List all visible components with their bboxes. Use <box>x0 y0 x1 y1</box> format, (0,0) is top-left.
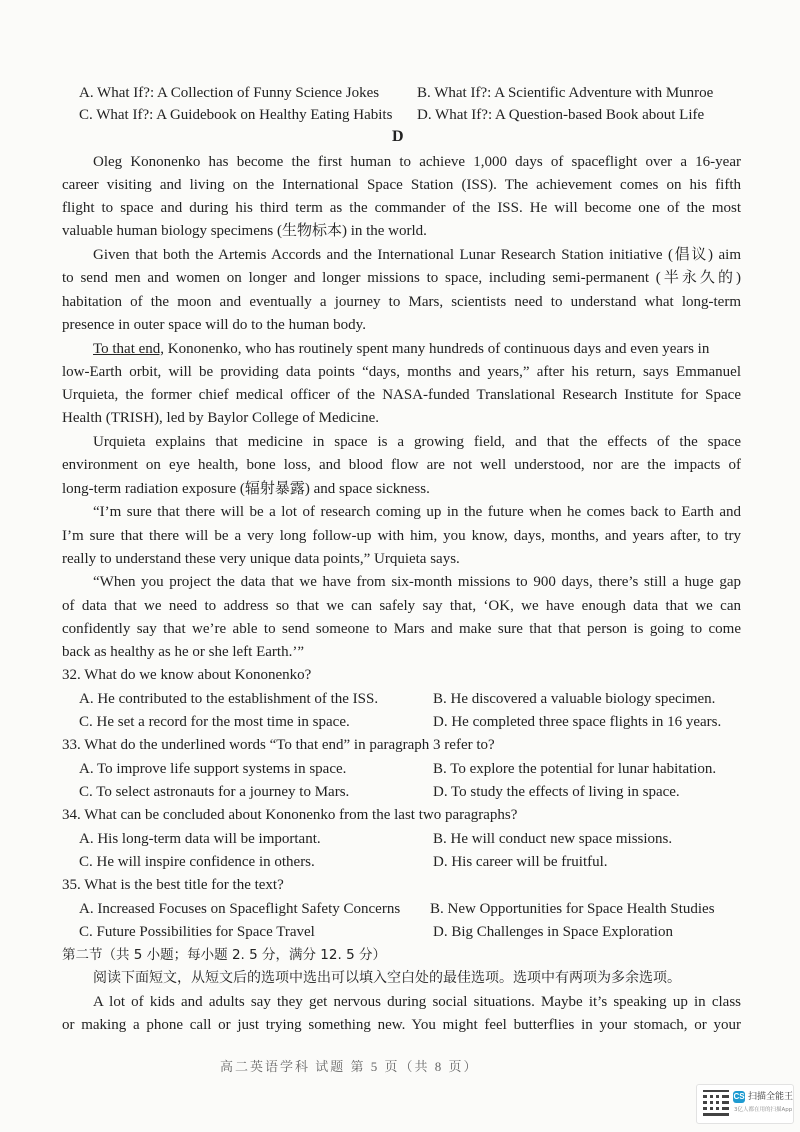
question-34-option-d[interactable]: D. His career will be fruitful. <box>433 854 608 870</box>
section-label: D <box>392 128 404 145</box>
p3-line-2: low-Earth orbit, will be providing data points “days, months and years,” after his return, says Emmanuel <box>62 364 741 380</box>
p1-line-1: Oleg Kononenko has become the first human to achieve 1,000 days of spaceflight over a 16-year <box>93 154 741 170</box>
prev-option-c: C. What If?: A Guidebook on Healthy Eating Habits <box>79 107 393 123</box>
p1-line-3: flight to space and during his third term as the commander of the ISS. He will become one of the most <box>62 200 741 216</box>
watermark-subtitle: 3亿人都在用的扫描App <box>734 1107 793 1113</box>
prev-option-d: D. What If?: A Question-based Book about Life <box>417 107 705 123</box>
section2-instructions: 阅读下面短文，从短文后的选项中选出可以填入空白处的最佳选项。选项中有两项为多余选项。 <box>93 970 681 986</box>
page-footer: 高二英语学科 试题 第 5 页（共 8 页） <box>220 1059 479 1074</box>
question-35-option-a[interactable]: A. Increased Focuses on Spaceflight Safety Concerns <box>79 901 401 917</box>
p6-line-2: of data that we need to address so that we can safely say that, ‘OK, we have enough data that we can <box>62 598 741 614</box>
prev-option-b: B. What If?: A Scientific Adventure with Munroe <box>417 85 714 101</box>
qr-code-icon <box>703 1090 729 1116</box>
p2-line-4: presence in outer space will do to the human body. <box>62 317 366 333</box>
question-33-option-b[interactable]: B. To explore the potential for lunar habitation. <box>433 761 717 777</box>
p6-line-1: “When you project the data that we have from six-month missions to 900 days, there’s still a huge gap <box>93 574 741 590</box>
question-34-option-a[interactable]: A. His long-term data will be important. <box>79 831 321 847</box>
p3-line-1 <box>93 338 709 360</box>
p5-line-3: really to understand these very unique data points,” Urquieta says. <box>62 551 460 567</box>
question-32-option-d[interactable]: D. He completed three space flights in 16 years. <box>433 714 722 730</box>
p1-line-2: career visiting and living on the International Space Station (ISS). The achievement comes on his fifth <box>62 177 741 193</box>
p4-line-2: environment on eye health, bone loss, and blood flow are not well understood, nor are the impacts of <box>62 457 741 473</box>
p4-line-3: long-term radiation exposure (辐射暴露) and space sickness. <box>62 481 430 497</box>
question-32-stem: 32. What do we know about Kononenko? <box>62 667 312 683</box>
question-34-option-c[interactable]: C. He will inspire confidence in others. <box>79 854 315 870</box>
p6-line-4: back as healthy as he or she left Earth.’” <box>62 644 304 660</box>
underlined-phrase: To that end, <box>93 341 165 357</box>
section2-line-2: or making a phone call or just trying something new. You might feel butterflies in your stomach, or your <box>62 1017 741 1033</box>
question-35-option-d[interactable]: D. Big Challenges in Space Exploration <box>433 924 673 940</box>
camscanner-logo: CS <box>733 1092 745 1101</box>
question-33-stem: 33. What do the underlined words “To that end” in paragraph 3 refer to? <box>62 737 495 753</box>
question-33-option-c[interactable]: C. To select astronauts for a journey to Mars. <box>79 784 350 800</box>
question-35-option-b[interactable]: B. New Opportunities for Space Health Studies <box>430 901 715 917</box>
section2-line-1: A lot of kids and adults say they get nervous during social situations. Maybe it’s speaking up in class <box>93 994 741 1010</box>
p6-line-3: confidently say that we’re able to send someone to Mars and make sure that that person is going to come <box>62 621 741 637</box>
p2-line-3: habitation of the moon and eventually a journey to Mars, scientists need to understand what long-term <box>62 294 741 310</box>
p2-line-2: to send men and women on longer and longer missions to space, including semi-permanent (半永久的) <box>62 270 741 286</box>
question-34-stem: 34. What can be concluded about Kononenko from the last two paragraphs? <box>62 807 518 823</box>
question-32-option-a[interactable]: A. He contributed to the establishment of the ISS. <box>79 691 379 707</box>
p5-line-1: “I’m sure that there will be a lot of research coming up in the future when he comes back to Earth and <box>93 504 741 520</box>
p1-line-4: valuable human biology specimens (生物标本) in the world. <box>62 223 427 239</box>
p2-line-1: Given that both the Artemis Accords and the International Lunar Research Station initiative (倡议) aim <box>93 247 741 263</box>
p3-line-1-rest: Kononenko, who has routinely spent many hundreds of continuous days and even years in <box>164 341 710 357</box>
section2-header: 第二节（共 5 小题；每小题 2. 5 分，满分 12. 5 分） <box>62 947 386 963</box>
question-34-option-b[interactable]: B. He will conduct new space missions. <box>433 831 673 847</box>
watermark-title: 扫描全能王 <box>748 1092 794 1102</box>
question-35-option-c[interactable]: C. Future Possibilities for Space Travel <box>79 924 315 940</box>
question-35-stem: 35. What is the best title for the text? <box>62 877 284 893</box>
question-32-option-b[interactable]: B. He discovered a valuable biology specimen. <box>433 691 716 707</box>
question-33-option-d[interactable]: D. To study the effects of living in space. <box>433 784 680 800</box>
p3-line-4: Health (TRISH), led by Baylor College of Medicine. <box>62 410 380 426</box>
p4-line-1: Urquieta explains that medicine in space is a growing field, and that the effects of the space <box>93 434 741 450</box>
p3-line-3: Urquieta, the former chief medical officer of the NASA-funded Translational Research Institute for Space <box>62 387 741 403</box>
p5-line-2: I’m sure that there will be a very long follow-up with him, you know, days, months, and years after, to try <box>62 528 741 544</box>
question-32-option-c[interactable]: C. He set a record for the most time in space. <box>79 714 350 730</box>
question-33-option-a[interactable]: A. To improve life support systems in space. <box>79 761 347 777</box>
prev-option-a: A. What If?: A Collection of Funny Science Jokes <box>79 85 380 101</box>
scanner-watermark <box>696 1084 794 1124</box>
